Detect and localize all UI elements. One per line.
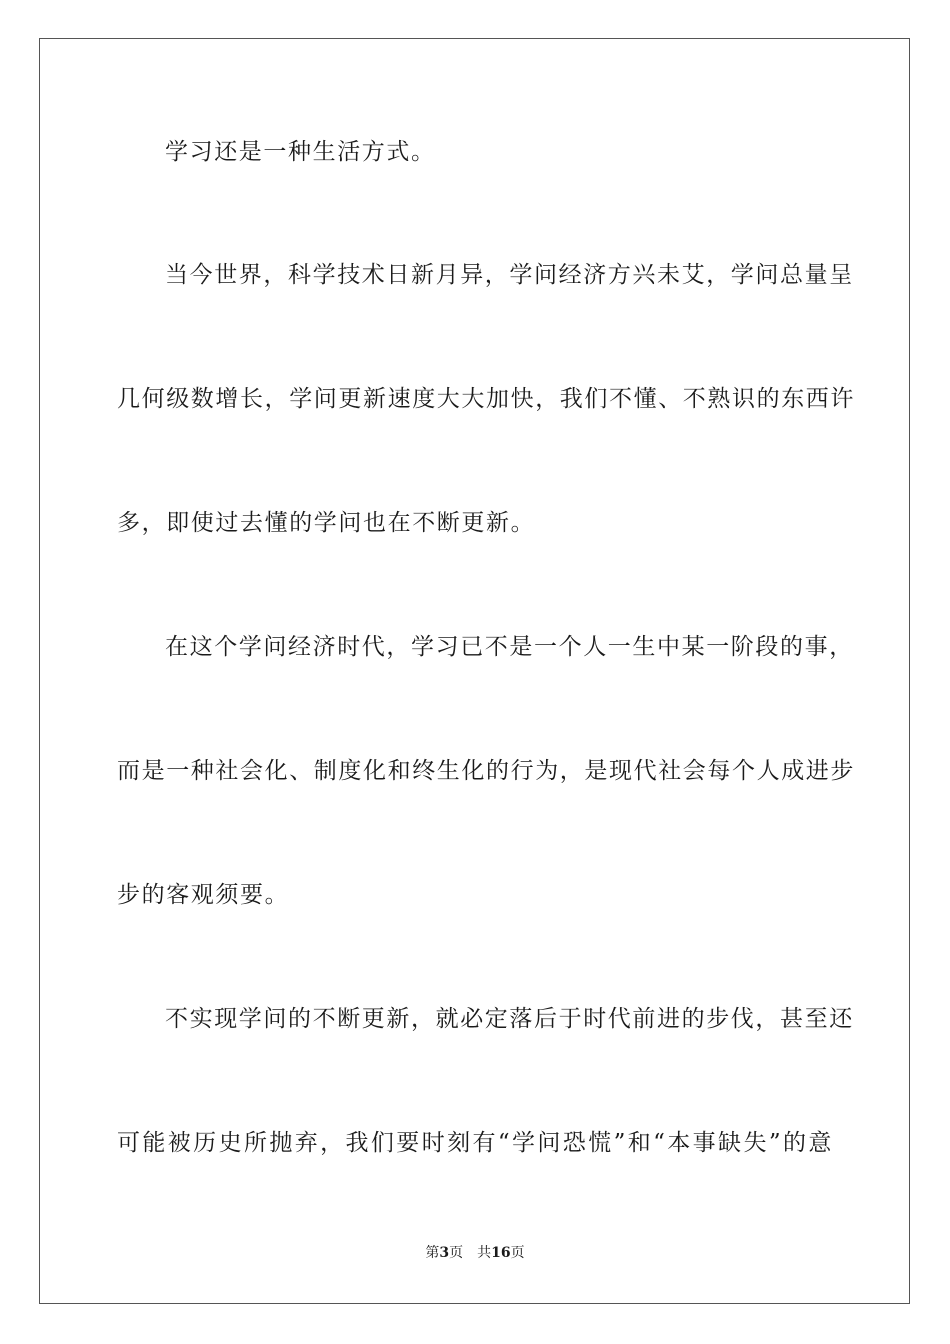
paragraph-line: 而是一种社会化、制度化和终生化的行为，是现代社会每个人成进步 <box>117 758 855 784</box>
page-number: 3 <box>439 1245 450 1261</box>
page-footer <box>0 1243 950 1263</box>
paragraph-line: 学习还是一种生活方式。 <box>165 139 436 165</box>
paragraph-line: 几何级数增长，学问更新速度大大加快，我们不懂、不熟识的东西许 <box>117 386 855 412</box>
total-prefix: 共 <box>477 1245 492 1261</box>
total-pages: 16 <box>491 1245 511 1261</box>
page-prefix: 第 <box>425 1245 440 1261</box>
paragraph-line: 多，即使过去懂的学问也在不断更新。 <box>117 510 536 536</box>
page-border <box>39 38 910 1304</box>
paragraph-line: 在这个学问经济时代，学习已不是一个人一生中某一阶段的事， <box>165 634 854 660</box>
paragraph-line: 可能被历史所抛弃，我们要时刻有“学问恐慌”和“本事缺失”的意 <box>117 1130 833 1156</box>
total-suffix: 页 <box>510 1245 525 1261</box>
paragraph-line: 步的客观须要。 <box>117 882 290 908</box>
paragraph-line: 当今世界，科学技术日新月异，学问经济方兴未艾，学问总量呈 <box>165 262 854 288</box>
page-suffix: 页 <box>449 1245 464 1261</box>
paragraph-line: 不实现学问的不断更新，就必定落后于时代前进的步伐，甚至还 <box>165 1006 854 1032</box>
